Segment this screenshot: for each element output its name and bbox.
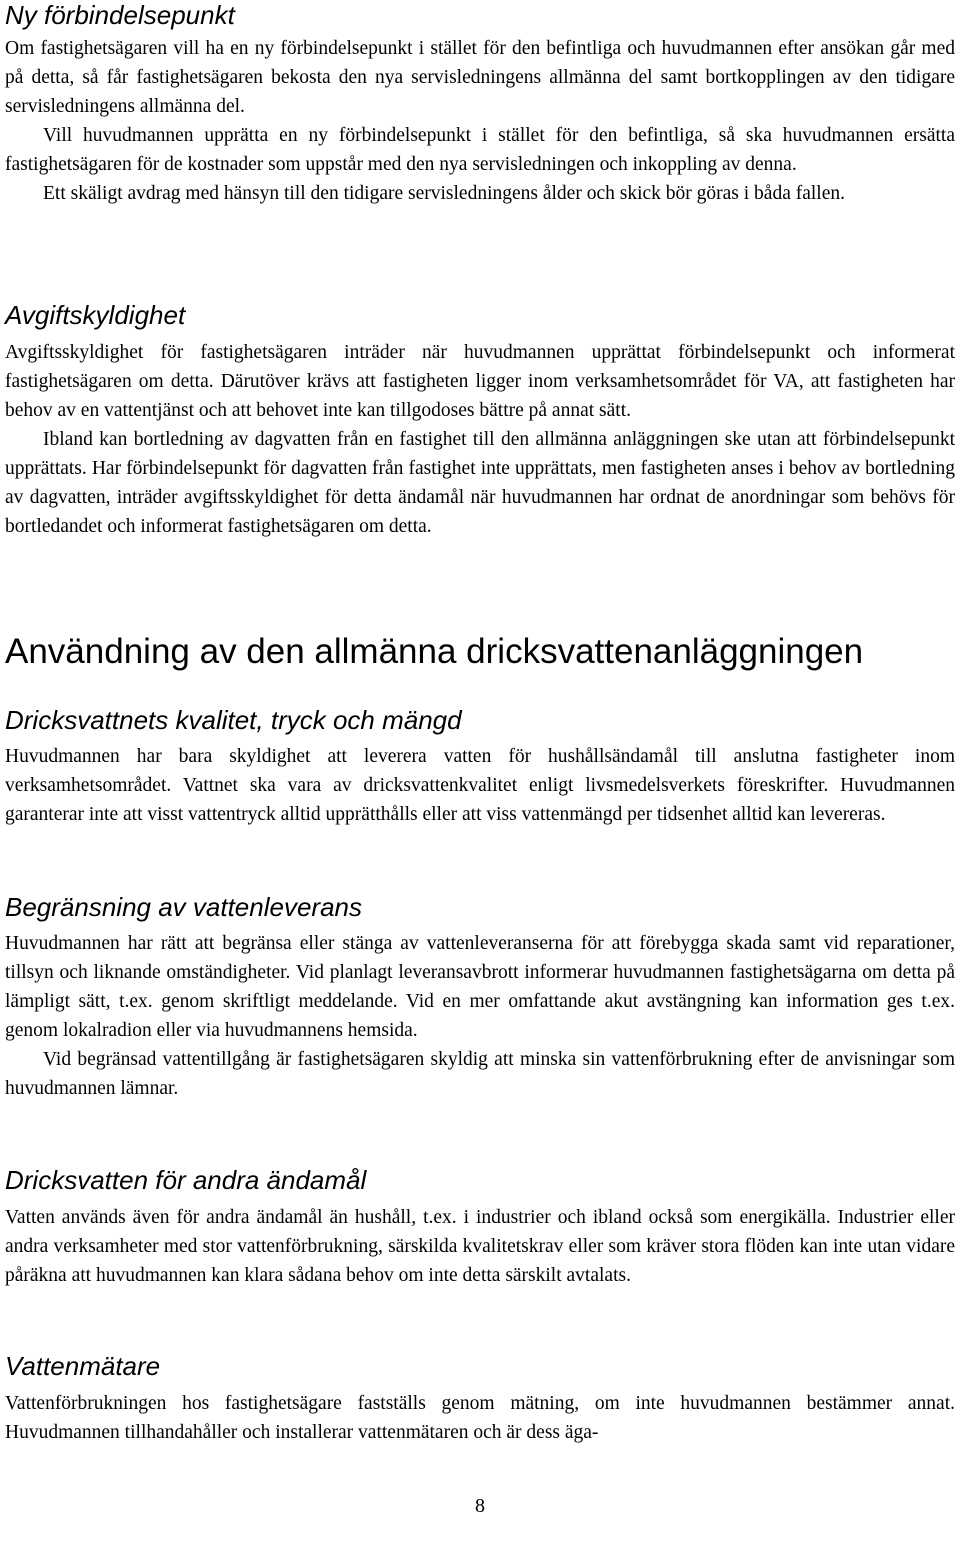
page-number: 8 — [475, 1495, 485, 1517]
paragraph: Huvudmannen har rätt att begränsa eller stänga av vattenleveranserna för att förebygga skada samt vid reparationer, tillsyn och liknande omständigheter. Vid planlagt leveransavbrott informerar huvudmannen fastighetsägarna om detta på lämpligt sätt, t.ex. genom skriftligt meddelande. Vid en mer omfattande akut avstängning kan information ges t.ex. genom lokalradion eller via huvudmannens hemsida. — [5, 933, 955, 1041]
paragraph: Avgiftsskyldighet för fastighetsägaren inträder när huvudmannen upprättat förbindelsepunkt och informerat fastighetsägaren om detta. Därutöver krävs att fastigheten ligger inom verksamhetsområdet för VA, att fastigheten har behov av en vattentjänst och att behovet inte kan tillgodoses bättre på annat sätt. — [5, 342, 955, 421]
heading-ny-forbindelsepunkt: Ny förbindelsepunkt — [5, 0, 235, 30]
paragraph: Ett skäligt avdrag med hänsyn till den tidigare servisledningens ålder och skick bör göras i båda fallen. — [43, 183, 845, 204]
heading-andra-andamal: Dricksvatten för andra ändamål — [5, 1165, 367, 1195]
heading-kvalitet: Dricksvattnets kvalitet, tryck och mängd — [5, 705, 462, 735]
heading-anvandning: Användning av den allmänna dricksvattenanläggningen — [5, 632, 864, 671]
paragraph: Huvudmannen har bara skyldighet att leverera vatten för hushållsändamål till anslutna fastigheter inom verksamhetsområdet. Vattnet ska vara av dricksvattenkvalitet enligt livsmedelsverkets föreskrifter. Huvudmannen garanterar inte att visst vattentryck alltid upprätthålls eller att viss vattenmängd per tidsenhet alltid kan levereras. — [5, 746, 955, 825]
paragraph: Ibland kan bortledning av dagvatten från en fastighet till den allmänna anläggningen ske utan att förbindelsepunkt upprättats. Har förbindelsepunkt för dagvatten från fastighet inte upprättats, men fastigheten anses i behov av bortledning av dagvatten, inträder avgiftsskyldighet för detta ändamål när huvudmannen har ordnat de anordningar som behövs för bortledandet och informerat fastighetsägaren om detta. — [5, 429, 955, 537]
paragraph: Vatten används även för andra ändamål än hushåll, t.ex. i industrier och ibland också som energikälla. Industrier eller andra verksamheter med stor vattenförbrukning, särskilda kvalitetskrav eller som kräver stora flöden kan inte utan vidare påräkna att huvudmannen kan klara sådana behov om inte detta särskilt avtalats. — [5, 1207, 955, 1286]
heading-begransning: Begränsning av vattenleverans — [5, 892, 363, 922]
paragraph: Om fastighetsägaren vill ha en ny förbindelsepunkt i stället för den befintliga och huvudmannen efter ansökan går med på detta, så får fastighetsägaren bekosta den nya servisledningens allmänna del samt bortkopplingen av den tidigare servisledningens allmänna del. — [5, 38, 955, 117]
heading-vattenmatare: Vattenmätare — [5, 1351, 161, 1381]
paragraph: Vill huvudmannen upprätta en ny förbindelsepunkt i stället för den befintliga, så ska huvudmannen ersätta fastighetsägaren för de kostnader som uppstår med den nya servisledningen och inkoppling av denna. — [5, 125, 955, 175]
heading-avgiftskyldighet: Avgiftskyldighet — [5, 300, 186, 330]
paragraph: Vattenförbrukningen hos fastighetsägare fastställs genom mätning, om inte huvudmannen bestämmer annat. Huvudmannen tillhandahåller och installerar vattenmätaren och är dess äga- — [5, 1393, 955, 1443]
paragraph: Vid begränsad vattentillgång är fastighetsägaren skyldig att minska sin vattenförbrukning efter de anvisningar som huvudmannen lämnar. — [5, 1049, 955, 1099]
